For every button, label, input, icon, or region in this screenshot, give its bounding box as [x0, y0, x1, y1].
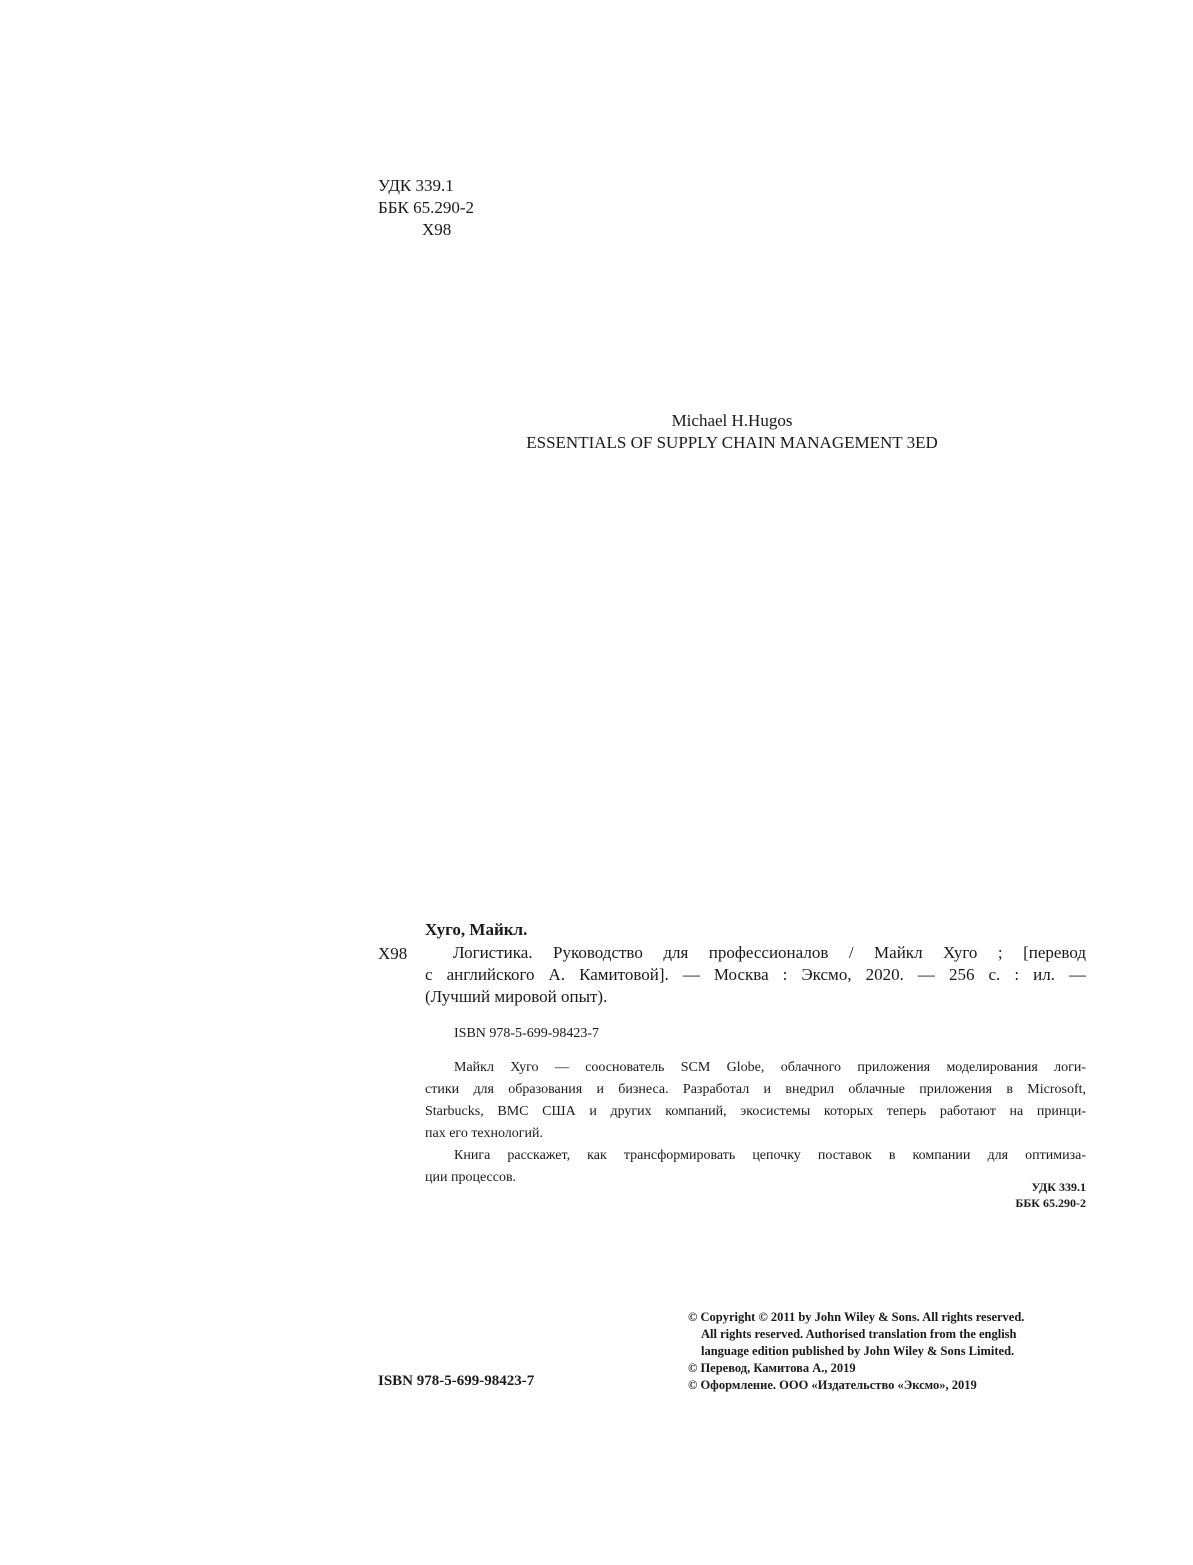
annotation-line: Книга расскажет, как трансформировать цепочку поставок в компании для оптимиза-	[454, 1148, 1086, 1163]
record-udk-code: УДК 339.1	[1031, 1180, 1086, 1194]
annotation-line: пах его технологий.	[425, 1126, 543, 1141]
author-heading: Хуго, Майкл.	[425, 920, 528, 939]
annotation-line: ции процессов.	[425, 1170, 517, 1185]
bbk-code: ББК 65.290-2	[378, 198, 475, 217]
description-line: Логистика. Руководство для профессионалов / Майкл Хуго ; [перевод	[453, 943, 1086, 962]
copyright-line: © Перевод, Камитова А., 2019	[688, 1361, 856, 1375]
copyright-line: language edition published by John Wiley & Sons Limited.	[701, 1344, 1015, 1358]
udk-code: УДК 339.1	[378, 176, 454, 195]
record-author-mark: Х98	[378, 944, 408, 963]
copyright-block	[688, 1309, 1024, 1394]
original-edition-block	[482, 410, 982, 454]
record-isbn: ISBN 978-5-699-98423-7	[454, 1026, 600, 1041]
description-line: (Лучший мировой опыт).	[425, 987, 608, 1006]
author-mark: Х98	[422, 220, 452, 239]
footer-isbn: ISBN 978-5-699-98423-7	[378, 1373, 535, 1389]
annotation-line: Starbucks, ВМС США и других компаний, экосистемы которых теперь работают на принци-	[425, 1104, 1086, 1119]
record-bbk-code: ББК 65.290-2	[1015, 1196, 1086, 1210]
original-author: Michael H.Hugos	[671, 411, 793, 430]
copyright-line: © Оформление. ООО «Издательство «Эксмо», 2019	[688, 1378, 977, 1392]
annotation	[425, 1057, 1086, 1189]
top-classification-block	[378, 175, 474, 241]
original-title: ESSENTIALS OF SUPPLY CHAIN MANAGEMENT 3ED	[526, 433, 938, 452]
copyright-line: All rights reserved. Authorised translation from the english	[701, 1327, 1017, 1341]
description-line: с английского А. Камитовой]. — Москва : Эксмо, 2020. — 256 с. : ил. —	[425, 965, 1086, 984]
bibliographic-description	[425, 942, 1086, 1008]
annotation-line: Майкл Хуго — сооснователь SCM Globe, облачного приложения моделирования логи-	[454, 1060, 1086, 1075]
annotation-line: стики для образования и бизнеса. Разработал и внедрил облачные приложения в Microsoft,	[425, 1082, 1086, 1097]
record-classification-codes	[900, 1179, 1086, 1211]
copyright-line: © Copyright © 2011 by John Wiley & Sons. All rights reserved.	[688, 1310, 1025, 1324]
